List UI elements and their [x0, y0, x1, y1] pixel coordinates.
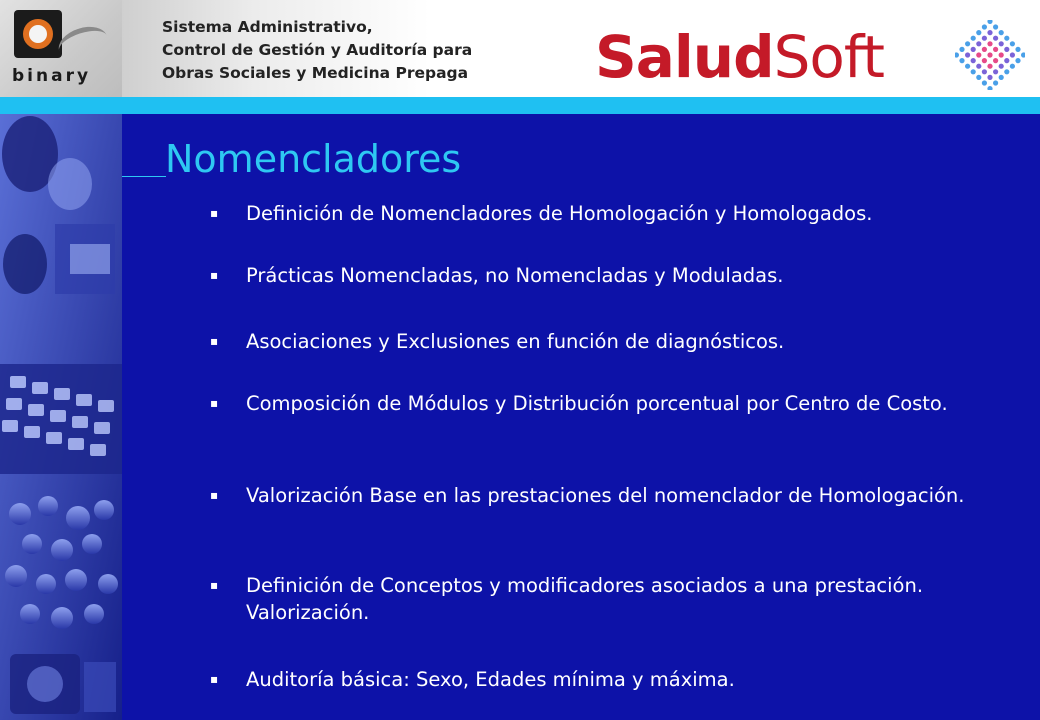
- list-item-text: Auditoría básica: Sexo, Edades mínima y máxima.: [246, 668, 735, 691]
- bullet-icon: ▪: [210, 206, 219, 220]
- binary-logo-icon: [14, 10, 62, 58]
- page-title: Nomencladores: [165, 137, 462, 181]
- list-item-text: Definición de Conceptos y modificadores asociados a una prestación. Valorización.: [246, 574, 924, 624]
- binary-logo-text: binary: [12, 66, 92, 86]
- list-item-text: Valorización Base en las prestaciones del nomenclador de Homologación.: [246, 484, 965, 507]
- diamond-dots-icon: [955, 20, 1025, 90]
- accent-bar: [0, 97, 1040, 114]
- bullet-icon: ▪: [210, 396, 219, 410]
- list-item-text: Definición de Nomencladores de Homologación y Homologados.: [246, 202, 873, 225]
- bullet-icon: ▪: [210, 578, 219, 592]
- bullet-icon: ▪: [210, 334, 219, 348]
- photo-collage-image: [0, 114, 122, 720]
- binary-logo: [0, 0, 122, 97]
- list-item-text: Composición de Módulos y Distribución porcentual por Centro de Costo.: [246, 392, 948, 415]
- decorative-photo-strip: [0, 114, 122, 720]
- header-banner: [0, 0, 1040, 97]
- binary-swirl-icon: [54, 21, 111, 66]
- brand-soft-text: Soft: [773, 23, 885, 91]
- system-line-1: Sistema Administrativo,: [162, 18, 373, 36]
- bullet-icon: ▪: [210, 268, 219, 282]
- bullet-icon: ▪: [210, 672, 219, 686]
- system-line-3: Obras Sociales y Medicina Prepaga: [162, 64, 469, 82]
- system-line-2: Control de Gestión y Auditoría para: [162, 41, 473, 59]
- title-underline: [122, 176, 166, 177]
- list-item-text: Asociaciones y Exclusiones en función de diagnósticos.: [246, 330, 785, 353]
- brand-salud-text: Salud: [595, 23, 774, 91]
- list-item-text: Prácticas Nomencladas, no Nomencladas y Moduladas.: [246, 264, 784, 287]
- main-content: [122, 114, 1040, 720]
- system-description: [122, 0, 562, 97]
- brand-logo: [595, 22, 884, 92]
- bullet-icon: ▪: [210, 488, 219, 502]
